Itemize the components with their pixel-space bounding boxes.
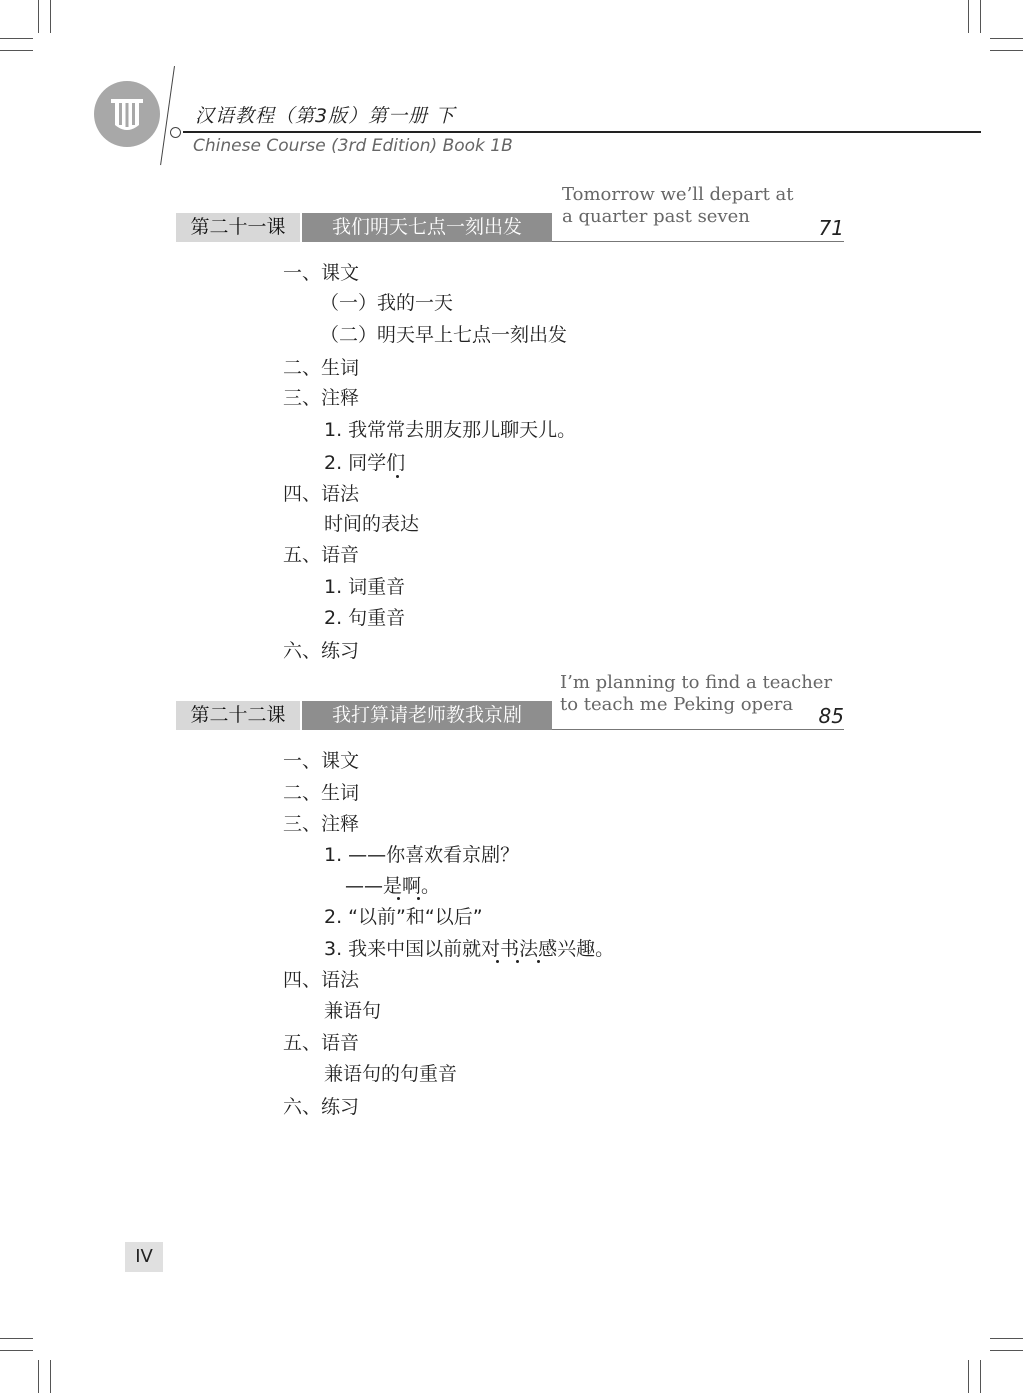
lesson-title: 我打算请老师教我京剧	[302, 701, 552, 730]
page-number: IV	[125, 1242, 163, 1272]
toc-section[interactable]: 四、语法	[283, 969, 360, 991]
header-ring-icon	[170, 127, 181, 138]
book-logo-icon	[94, 81, 160, 147]
lesson-number: 第二十一课	[176, 213, 300, 242]
toc-subsection[interactable]: 时间的表达	[324, 513, 420, 535]
emphasis-dot	[516, 960, 519, 963]
toc-section[interactable]: 一、课文	[283, 750, 360, 772]
toc-subsection[interactable]: ——是啊。	[345, 875, 441, 897]
crop-mark	[990, 1350, 1023, 1351]
toc-subsection[interactable]: 兼语句的句重音	[324, 1063, 458, 1085]
crop-mark	[50, 0, 51, 33]
crop-mark	[0, 50, 33, 51]
crop-mark	[0, 1350, 33, 1351]
lesson-title: 我们明天七点一刻出发	[302, 213, 552, 242]
lesson-22-heading[interactable]	[176, 672, 844, 730]
toc-section[interactable]: 二、生词	[283, 357, 360, 379]
toc-subsection[interactable]: （一）我的一天	[320, 292, 454, 314]
lesson-title-en: Tomorrow we’ll depart at a quarter past seven	[562, 184, 794, 227]
emphasis-dot	[397, 897, 400, 900]
emphasis-dot	[417, 897, 420, 900]
lesson-title-en: I’m planning to find a teacher to teach me Peking opera	[560, 672, 833, 715]
lesson-rule	[552, 241, 844, 242]
toc-section[interactable]: 五、语音	[283, 1032, 360, 1054]
crop-mark	[990, 1338, 1023, 1339]
toc-subsection[interactable]: （二）明天早上七点一刻出发	[320, 324, 568, 346]
crop-mark	[990, 50, 1023, 51]
lesson-page-number: 85	[818, 704, 844, 728]
crop-mark	[0, 38, 33, 39]
toc-section[interactable]: 二、生词	[283, 782, 360, 804]
crop-mark	[990, 38, 1023, 39]
toc-section[interactable]: 五、语音	[283, 544, 360, 566]
toc-section[interactable]: 三、注释	[283, 813, 360, 835]
crop-mark	[38, 1360, 39, 1393]
toc-subsection[interactable]: 3. 我来中国以前就对书法感兴趣。	[324, 938, 615, 960]
lesson-page-number: 71	[818, 216, 844, 240]
emphasis-dot	[396, 475, 399, 478]
crop-mark	[980, 1360, 981, 1393]
toc-section[interactable]: 四、语法	[283, 483, 360, 505]
toc-subsection[interactable]: 1. 词重音	[324, 576, 406, 598]
book-title-en: Chinese Course (3rd Edition) Book 1B	[193, 136, 513, 156]
emphasis-dot	[496, 960, 499, 963]
toc-subsection[interactable]: 1. 我常常去朋友那儿聊天儿。	[324, 419, 577, 441]
lesson-21-heading[interactable]	[176, 184, 844, 242]
crop-mark	[38, 0, 39, 33]
lesson-rule	[552, 729, 844, 730]
toc-subsection[interactable]: 1. ——你喜欢看京剧？	[324, 844, 520, 866]
toc-section[interactable]: 一、课文	[283, 262, 360, 284]
toc-subsection[interactable]: 兼语句	[324, 1000, 382, 1022]
header-divider	[160, 66, 175, 165]
crop-mark	[968, 0, 969, 33]
crop-mark	[50, 1360, 51, 1393]
crop-mark	[968, 1360, 969, 1393]
lesson-number: 第二十二课	[176, 701, 300, 730]
emphasis-dot	[537, 960, 540, 963]
book-title-zh: 汉语教程（第3版）第一册 下	[195, 105, 456, 127]
header-rule	[183, 131, 981, 133]
crop-mark	[0, 1338, 33, 1339]
toc-subsection[interactable]: 2. 句重音	[324, 607, 406, 629]
toc-subsection[interactable]: 2. 同学们	[324, 452, 406, 474]
toc-section[interactable]: 三、注释	[283, 387, 360, 409]
toc-subsection[interactable]: 2. “以前”和“以后”	[324, 906, 483, 928]
toc-section[interactable]: 六、练习	[283, 640, 360, 662]
crop-mark	[980, 0, 981, 33]
toc-section[interactable]: 六、练习	[283, 1096, 360, 1118]
